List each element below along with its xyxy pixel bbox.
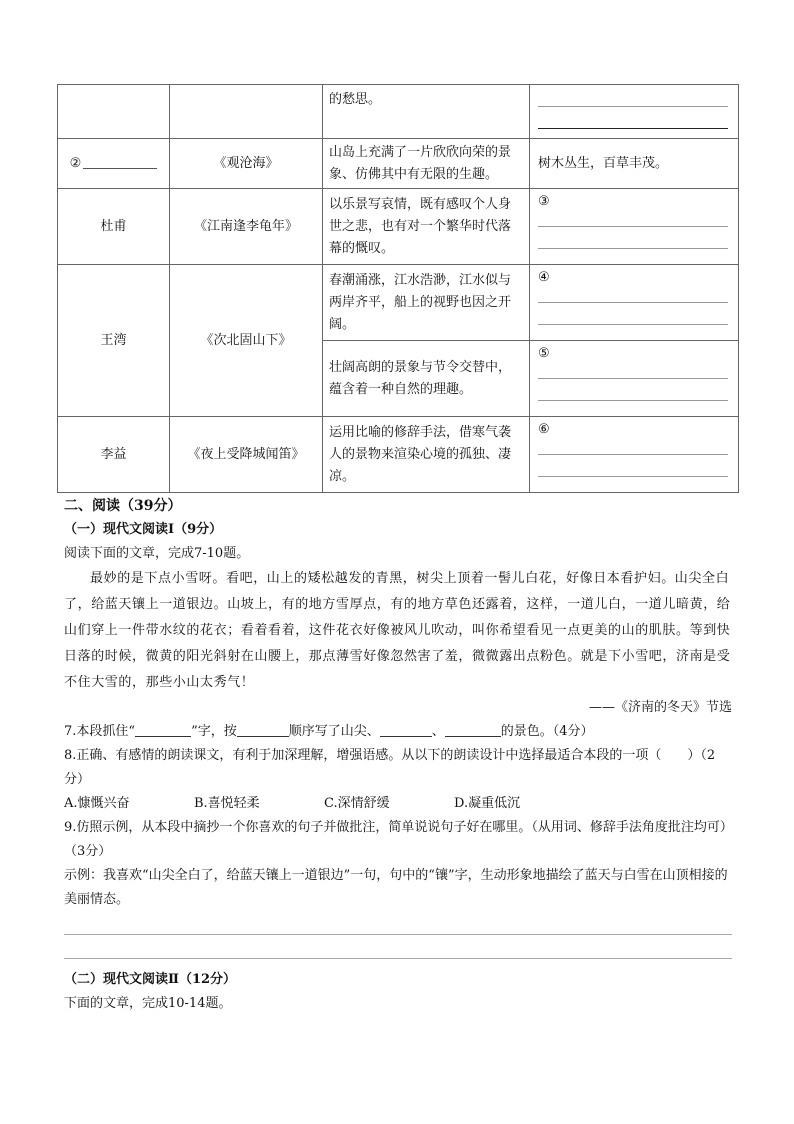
poem-title: 《观沧海》 <box>213 155 279 171</box>
answer-line[interactable] <box>538 205 728 227</box>
answer-line[interactable] <box>538 379 728 401</box>
desc-cell <box>323 139 530 189</box>
question-8: 8.正确、有感情的朗读课文，有利于加深理解，增强语感。从以下的朗读设计中选择最适合本段的一项（ ）（2分） <box>64 748 716 787</box>
q7-blank-1[interactable] <box>135 722 191 737</box>
answer-cell <box>530 341 739 417</box>
title-cell <box>170 189 323 265</box>
desc-text: 运用比喻的修辞手法，借寒气袭人的景物来渲染心境的孤独、凄凉。 <box>329 424 512 484</box>
desc-text: 的愁思。 <box>329 92 382 107</box>
passage: 最妙的是下点小雪呀。看吧，山上的矮松越发的青黑，树尖上顶着一髻儿白花，好像日本看护妇。山尖全白了，给蓝天镶上一道银边。山坡上，有的地方雪厚点，有的地方草色还露着，这样，一道儿白，一道儿暗黄，给山们穿上一件带水纹的花衣；看着看着，这件花衣好像被风儿吹动，叫你希望看见一点更美的山的肌肤。等到快日落的时候，微黄的阳光斜射在山腰上，那点薄雪好像忽然害了羞，微微露出点粉色。就是下小雪吧，济南是受不住大雪的，那些小山太秀气！ <box>64 571 731 690</box>
q7-text: ”字，按 <box>191 724 237 739</box>
poem-title: 《次北固山下》 <box>200 332 292 348</box>
table-row <box>58 85 739 139</box>
blank-marker: ③ <box>538 194 550 209</box>
answer-line[interactable] <box>538 303 728 325</box>
answer-text: 树木丛生，百草丰茂。 <box>538 155 669 171</box>
desc-cell <box>323 417 530 493</box>
poet-name: 杜甫 <box>100 218 127 234</box>
q7-text: 的景色。（4分） <box>500 724 594 739</box>
part2 <box>64 968 732 1016</box>
title-cell <box>170 265 323 417</box>
answer-line[interactable] <box>538 107 728 129</box>
desc-cell <box>323 265 530 341</box>
title-cell <box>170 139 323 189</box>
answer-line[interactable] <box>538 357 728 379</box>
author-cell <box>58 265 170 417</box>
q7-blank-4[interactable] <box>445 722 501 737</box>
desc-text: 春潮涌涨，江水浩渺，江水似与两岸齐平，船上的视野也因之开阔。 <box>329 272 512 332</box>
answer-cell <box>530 265 739 341</box>
blank-marker: ⑥ <box>538 422 550 437</box>
poem-title: 《夜上受降城闻笛》 <box>187 446 305 462</box>
desc-text: 以乐景写哀情，既有感叹个人身世之悲，也有对一个繁华时代落幕的慨叹。 <box>329 196 512 256</box>
answer-cell <box>530 417 739 493</box>
desc-cell <box>323 189 530 265</box>
title-cell <box>170 417 323 493</box>
q7-text: 7.本段抓住“ <box>64 724 136 739</box>
desc-cell <box>323 85 530 139</box>
author-cell <box>58 189 170 265</box>
answer-cell <box>530 139 739 189</box>
answer-line[interactable] <box>538 433 728 455</box>
poet-name: 王湾 <box>100 332 127 348</box>
answer-line[interactable] <box>538 85 728 107</box>
desc-cell <box>323 341 530 417</box>
answer-line[interactable] <box>64 934 732 935</box>
table-row <box>58 265 739 341</box>
answer-line[interactable] <box>538 281 728 303</box>
q7-blank-2[interactable] <box>237 722 289 737</box>
q8-option-d[interactable]: D.凝重低沉 <box>454 796 521 811</box>
answer-line[interactable] <box>64 958 732 959</box>
reading-section <box>64 494 732 912</box>
q9-example: 示例：我喜欢“山尖全白了，给蓝天镶上一道银边”一句，句中的“镶”字，生动形象地描绘了蓝天与白雪在山顶相接的美丽情态。 <box>64 868 728 907</box>
q8-option-c[interactable]: C.深情舒缓 <box>324 796 390 811</box>
blank-marker: ④ <box>538 270 550 285</box>
author-cell <box>58 85 170 139</box>
desc-text: 山岛上充满了一片欣欣向荣的景象、仿佛其中有无限的生趣。 <box>329 144 512 182</box>
question-9: 9.仿照示例，从本段中摘抄一个你喜欢的句子并做批注，简单说说句子好在哪里。（从用词、修辞手法角度批注均可）（3分） <box>64 820 727 859</box>
part2-intro: 下面的文章，完成10-14题。 <box>64 996 232 1011</box>
author-cell <box>58 417 170 493</box>
answer-line[interactable] <box>538 227 728 249</box>
q7-blank-3[interactable] <box>380 722 432 737</box>
table-row <box>58 189 739 265</box>
q7-text: 顺序写了山尖、 <box>288 724 380 739</box>
part2-heading: （二）现代文阅读Ⅱ（12分） <box>64 972 237 987</box>
poet-name: 李益 <box>100 446 127 462</box>
desc-text: 壮阔高朗的景象与节令交替中，蕴含着一种自然的理趣。 <box>329 359 512 397</box>
title-cell <box>170 85 323 139</box>
blank-marker: ② <box>69 155 82 171</box>
q8-option-b[interactable]: B.喜悦轻柔 <box>194 796 260 811</box>
q8-option-a[interactable]: A.慷慨兴奋 <box>64 796 130 811</box>
q7-text: 、 <box>431 724 445 739</box>
poem-table <box>57 84 739 493</box>
table-row <box>58 417 739 493</box>
blank-marker: ⑤ <box>538 346 550 361</box>
answer-line[interactable] <box>538 455 728 477</box>
q8-options <box>64 792 732 816</box>
poem-title: 《江南逢李龟年》 <box>193 218 298 234</box>
table-row <box>58 139 739 189</box>
section-heading: 二、阅读（39分） <box>64 498 182 514</box>
question-7 <box>64 720 732 744</box>
answer-cell <box>530 189 739 265</box>
part1-intro: 阅读下面的文章，完成7-10题。 <box>64 546 250 561</box>
passage-source: ——《济南的冬天》节选 <box>588 700 732 715</box>
part1-heading: （一）现代文阅读Ⅰ（9分） <box>64 522 223 537</box>
author-blank[interactable] <box>83 154 157 169</box>
answer-cell <box>530 85 739 139</box>
author-cell <box>58 139 170 189</box>
